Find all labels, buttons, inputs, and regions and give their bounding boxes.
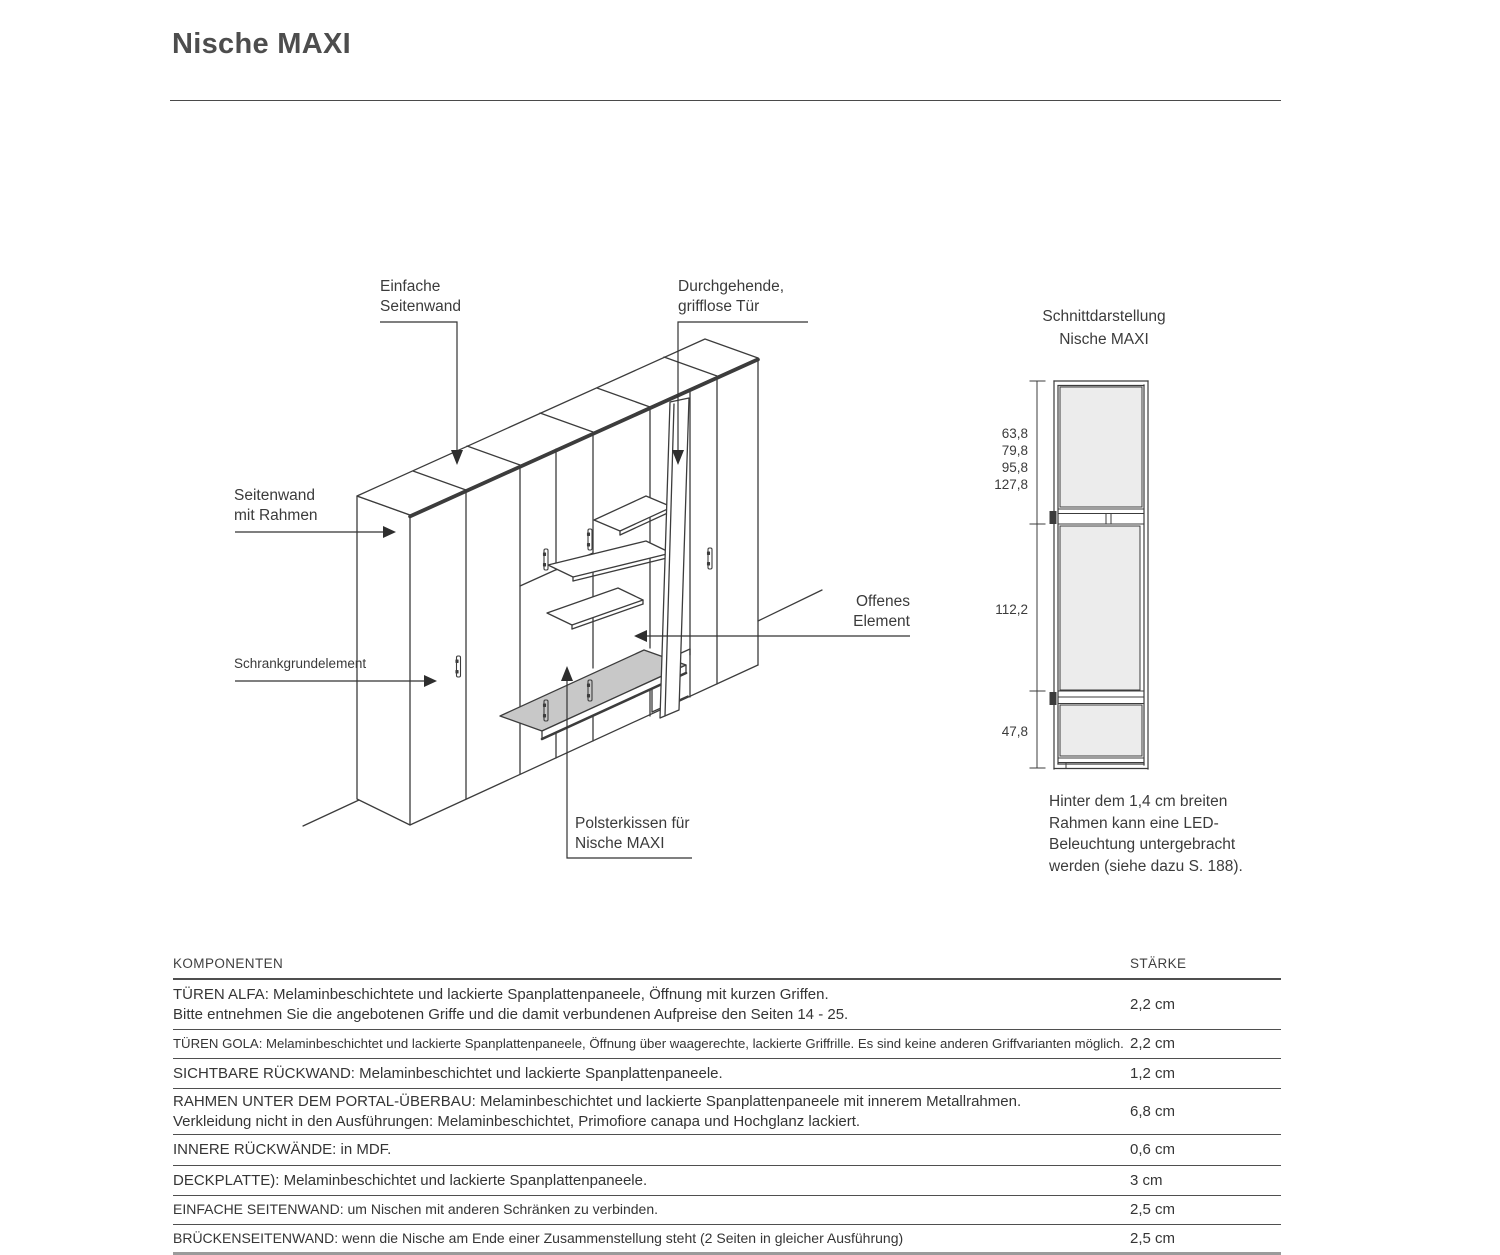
wardrobe-isometric-drawing bbox=[230, 260, 990, 880]
thickness-value: 2,5 cm bbox=[1130, 1201, 1175, 1218]
label-grifflose-tuer: Durchgehende, grifflose Tür bbox=[678, 277, 784, 317]
floor-line-left bbox=[303, 800, 359, 826]
label-seitenwand-mit-rahmen: Seitenwand mit Rahmen bbox=[234, 486, 318, 526]
components-table bbox=[173, 956, 1281, 1255]
label-polsterkissen: Polsterkissen für Nische MAXI bbox=[575, 814, 690, 854]
cross-section-drawing bbox=[1020, 370, 1220, 780]
column-header-staerke: STÄRKE bbox=[1130, 956, 1186, 971]
thickness-value: 0,6 cm bbox=[1130, 1141, 1175, 1158]
dim-47-8: 47,8 bbox=[958, 723, 1028, 740]
top-face-band bbox=[357, 339, 758, 515]
thickness-value: 3 cm bbox=[1130, 1172, 1163, 1189]
table-row: SICHTBARE RÜCKWAND: Melaminbeschichtet und lackierte Spanplattenpaneele. 1,2 cm bbox=[173, 1059, 1281, 1090]
section-bracket-upper bbox=[1050, 511, 1057, 524]
section-top-cabinet bbox=[1060, 387, 1142, 507]
top-front-edge-thick bbox=[410, 360, 758, 517]
niche-shelf-upper bbox=[548, 541, 671, 581]
label-offenes-element: Offenes Element bbox=[790, 592, 910, 632]
dimension-line bbox=[1030, 381, 1045, 768]
cross-section-title: Schnittdarstellung Nische MAXI bbox=[1014, 305, 1194, 351]
dim-79-8: 79,8 bbox=[958, 442, 1028, 459]
niche-shelf-lower bbox=[547, 588, 643, 629]
section-bracket-lower bbox=[1050, 692, 1057, 705]
table-row: TÜREN GOLA: Melaminbeschichtet und lackierte Spanplattenpaneele, Öffnung über waagerechte, lackierte Griffrille. Es sind keine anderen Griffvarianten möglich. 2,2 cm bbox=[173, 1030, 1281, 1059]
arrow-left-offenes-element bbox=[634, 630, 647, 642]
table-row: INNERE RÜCKWÄNDE: in MDF. 0,6 cm bbox=[173, 1135, 1281, 1166]
table-header bbox=[173, 956, 1281, 980]
dim-95-8: 95,8 bbox=[958, 459, 1028, 476]
title-divider bbox=[170, 100, 1281, 101]
label-schrankgrundelement: Schrankgrundelement bbox=[234, 655, 366, 673]
thickness-value: 6,8 cm bbox=[1130, 1103, 1175, 1120]
thickness-value: 2,2 cm bbox=[1130, 996, 1175, 1013]
dim-112-2: 112,2 bbox=[958, 601, 1028, 618]
thickness-value: 2,5 cm bbox=[1130, 1230, 1175, 1247]
section-base-cabinet bbox=[1060, 705, 1142, 756]
table-row: TÜREN ALFA: Melaminbeschichtete und lackierte Spanplattenpaneele, Öffnung mit kurzen Griffen. Bitte entnehmen Sie die angebotenen Griffe und die damit verbundenen Aufpreise den Seiten 14 - 25. 2,2 cm bbox=[173, 980, 1281, 1030]
table-row: RAHMEN UNTER DEM PORTAL-ÜBERBAU: Melaminbeschichtet und lackierte Spanplattenpaneele mit innerem Metallrahmen. Verkleidung nicht in den Ausführungen: Melaminbeschichtet, Primofiore canapa und Hochglanz lackiert. 6,8 cm bbox=[173, 1089, 1281, 1135]
column-header-komponenten: KOMPONENTEN bbox=[173, 956, 1130, 971]
dim-127-8: 127,8 bbox=[958, 476, 1028, 493]
table-row: DECKPLATTE): Melaminbeschichtet und lackierte Spanplattenpaneele. 3 cm bbox=[173, 1166, 1281, 1197]
arrow-right-schrankgrundelement bbox=[424, 675, 437, 687]
dim-63-8: 63,8 bbox=[958, 425, 1028, 442]
table-row: BRÜCKENSEITENWAND: wenn die Nische am Ende einer Zusammenstellung steht (2 Seiten in gleicher Ausführung) 2,5 cm bbox=[173, 1225, 1281, 1255]
page-title: Nische MAXI bbox=[172, 28, 351, 61]
thickness-value: 1,2 cm bbox=[1130, 1065, 1175, 1082]
arrow-up-polsterkissen bbox=[561, 666, 573, 681]
label-einfache-seitenwand: Einfache Seitenwand bbox=[380, 277, 461, 317]
led-caption: Hinter dem 1,4 cm breiten Rahmen kann eine LED- Beleuchtung untergebracht werden (siehe dazu S. 188). bbox=[1049, 791, 1289, 877]
section-frame-rail-upper bbox=[1058, 509, 1144, 524]
section-niche-panel bbox=[1060, 526, 1140, 690]
table-row: EINFACHE SEITENWAND: um Nischen mit anderen Schränken zu verbinden. 2,5 cm bbox=[173, 1196, 1281, 1225]
thickness-value: 2,2 cm bbox=[1130, 1035, 1175, 1052]
section-frame-rail-lower bbox=[1058, 691, 1144, 704]
niche-top-shelf bbox=[594, 496, 672, 535]
